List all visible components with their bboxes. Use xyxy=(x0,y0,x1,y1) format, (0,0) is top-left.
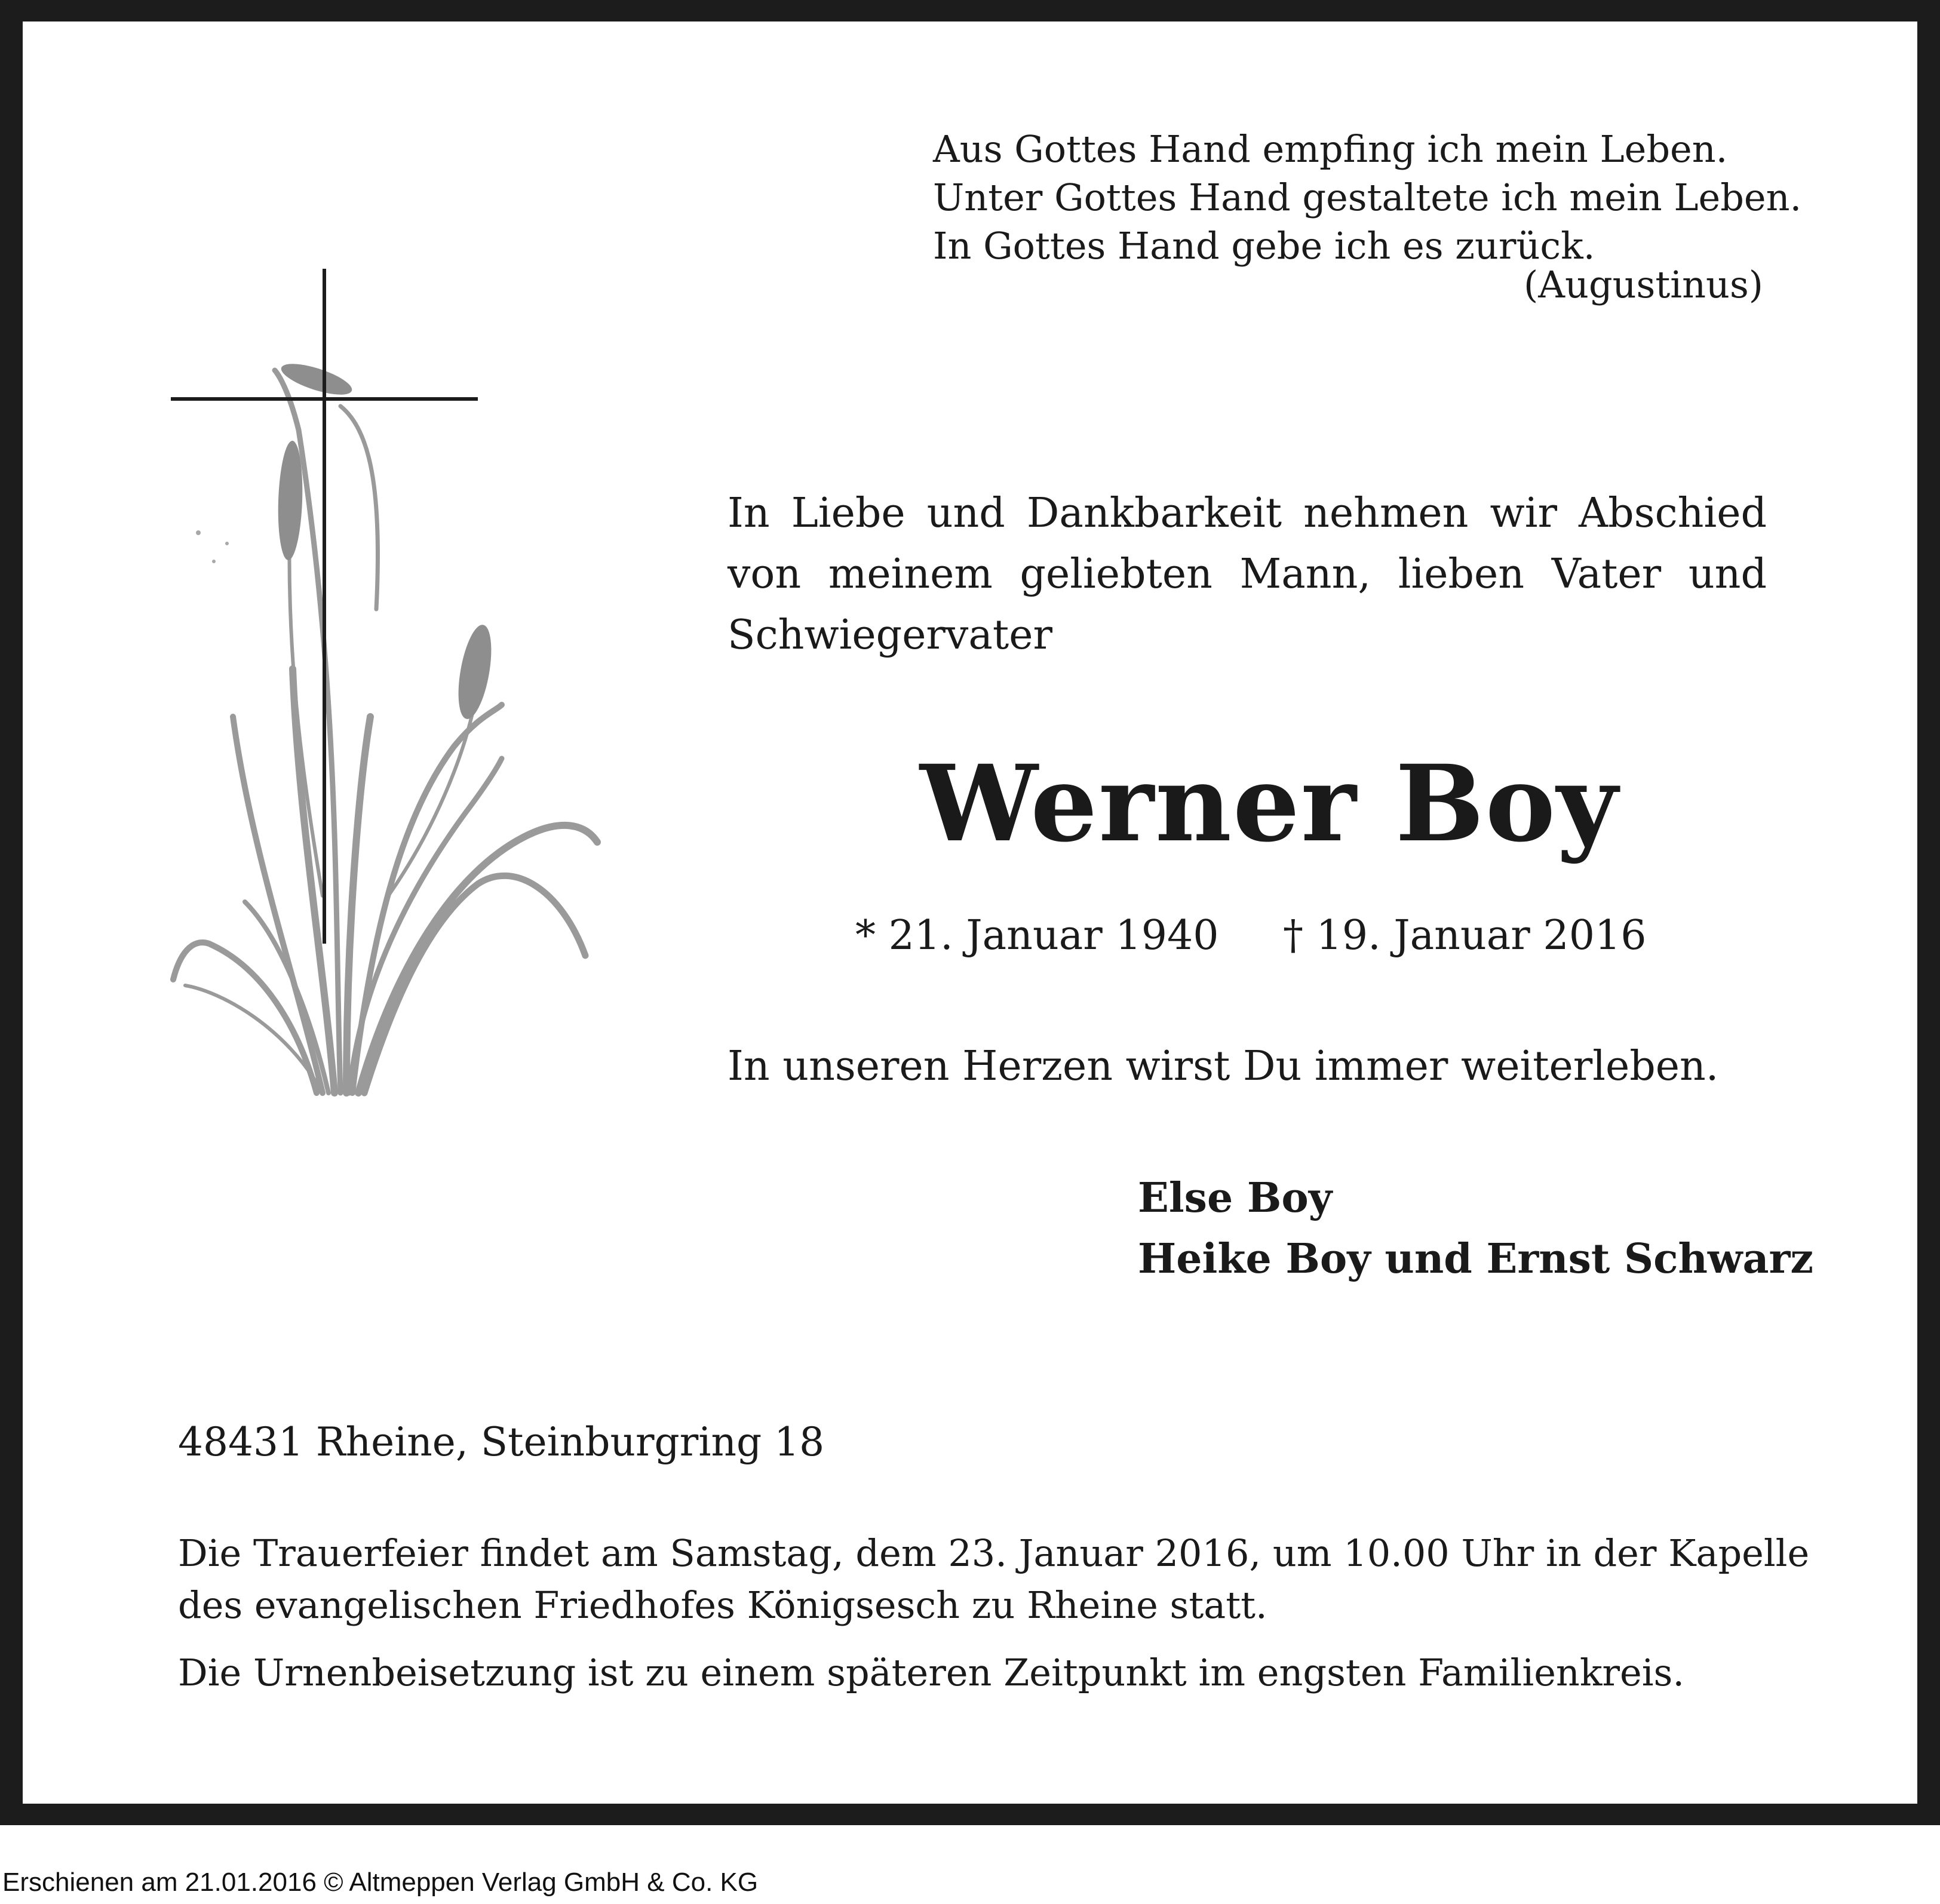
signer-name: Else Boy xyxy=(1138,1174,1333,1222)
death-date: † 19. Januar 2016 xyxy=(1283,912,1647,959)
poem-line: In Gottes Hand gebe ich es zurück. xyxy=(933,224,1595,268)
intro-line: In Liebe und Dankbarkeit nehmen wir Abschied xyxy=(728,490,1767,537)
remembrance-line: In unseren Herzen wirst Du immer weiterleben. xyxy=(728,1043,1719,1090)
signer-name: Heike Boy und Ernst Schwarz xyxy=(1138,1235,1813,1283)
urn-burial-note: Die Urnenbeisetzung ist zu einem späteren Zeitpunkt im engsten Familienkreis. xyxy=(178,1651,1685,1694)
poem-line: Unter Gottes Hand gestaltete ich mein Leben. xyxy=(933,176,1802,219)
birth-date: * 21. Januar 1940 xyxy=(855,912,1219,959)
cross-with-reeds-icon xyxy=(143,251,633,1099)
funeral-info-line: des evangelischen Friedhofes Königsesch zu Rheine statt. xyxy=(178,1583,1267,1627)
address: 48431 Rheine, Steinburgring 18 xyxy=(178,1419,825,1465)
poem-line: Aus Gottes Hand empfing ich mein Leben. xyxy=(933,127,1728,171)
intro-line: Schwiegervater xyxy=(728,612,1052,659)
funeral-info-line: Die Trauerfeier findet am Samstag, dem 23. Januar 2016, um 10.00 Uhr in der Kapelle xyxy=(178,1531,1810,1575)
publication-footer: Erschienen am 21.01.2016 © Altmeppen Verlag GmbH & Co. KG xyxy=(2,1868,759,1897)
poem-attribution: (Augustinus) xyxy=(1524,263,1763,306)
intro-line: von meinem geliebten Mann, lieben Vater und xyxy=(728,551,1767,598)
deceased-name: Werner Boy xyxy=(920,742,1619,865)
